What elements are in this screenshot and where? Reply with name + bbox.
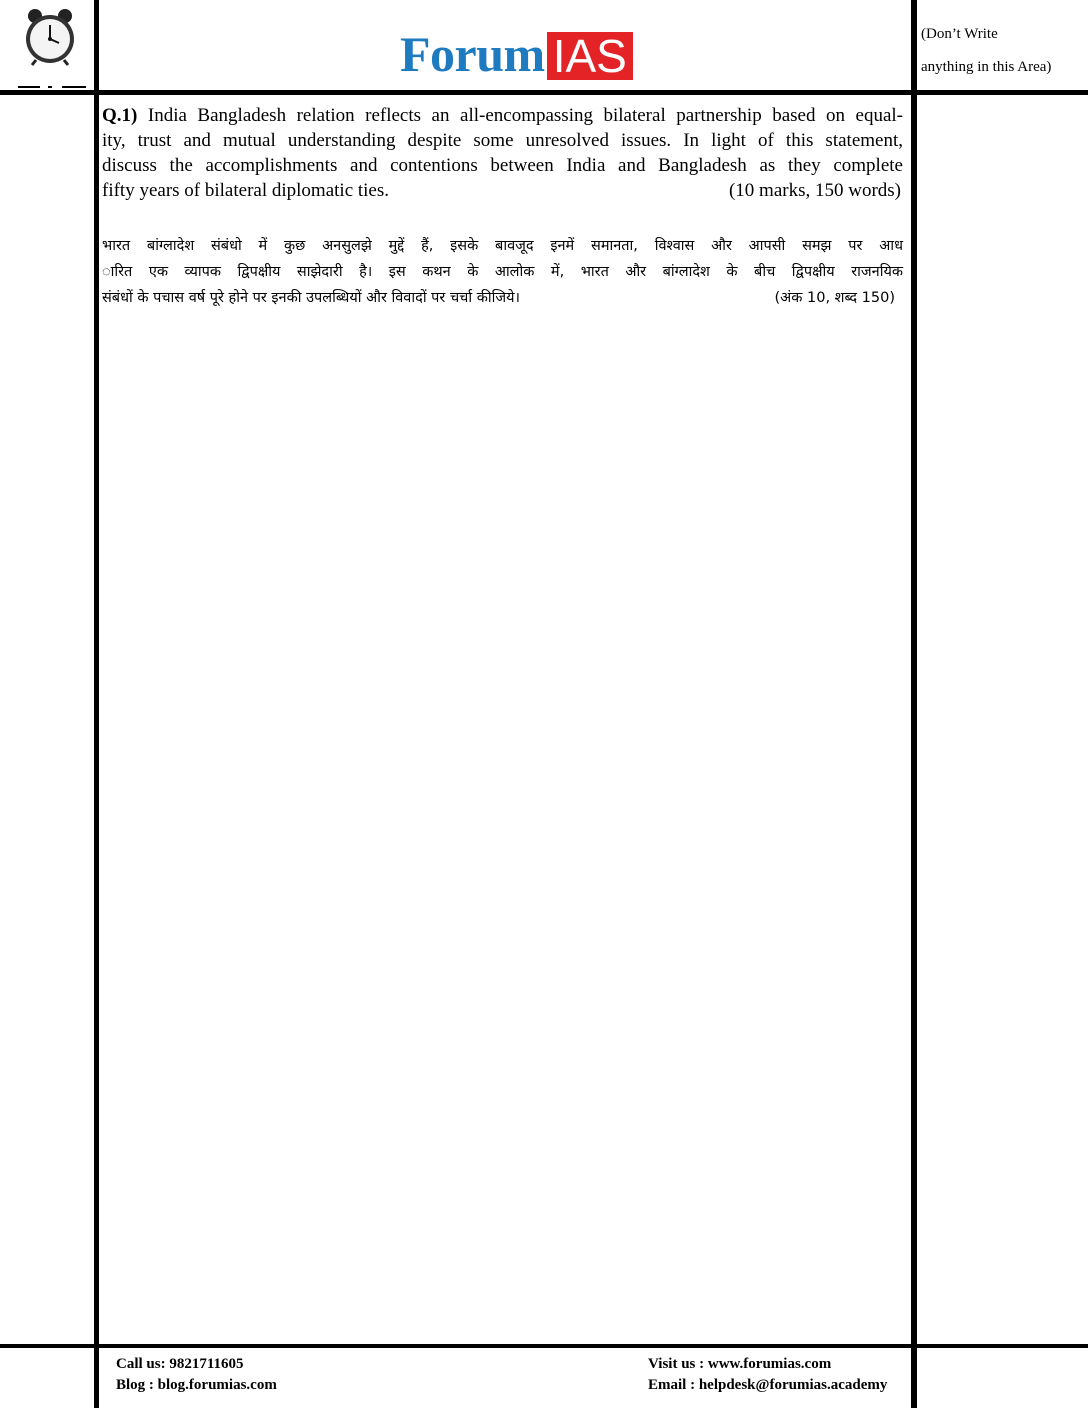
footer-blog: Blog : blog.forumias.com xyxy=(116,1377,277,1393)
footer-call: Call us: 9821711605 xyxy=(116,1356,244,1372)
question-line-1 xyxy=(102,103,903,128)
left-margin-border xyxy=(94,0,99,1408)
logo-ias-text: IAS xyxy=(547,32,633,80)
margin-note xyxy=(921,18,1086,84)
marks-hindi: (अंक 10, शब्द 150) xyxy=(774,290,895,306)
question-number: Q.1) xyxy=(102,105,138,126)
clock-underline-dot xyxy=(48,86,52,88)
alarm-clock-icon xyxy=(22,6,78,66)
clock-underline-left xyxy=(18,86,40,88)
question-text-1: India Bangladesh relation reflects an all-encompassing bilateral partnership based on equal- xyxy=(137,105,903,126)
hindi-line-3 xyxy=(102,285,903,311)
marks-english: (10 marks, 150 words) xyxy=(728,180,901,201)
logo-forum-text: Forum xyxy=(400,26,545,82)
clock-underline-right xyxy=(62,86,86,88)
hindi-line-2: ारित एक व्यापक द्विपक्षीय साझेदारी है। इस कथन के आलोक में, भारत और बांग्लादेश के बीच द्विपक्षीय राजनयिक xyxy=(102,264,903,280)
margin-note-line1: (Don’t Write xyxy=(921,26,998,42)
right-margin-border xyxy=(911,0,917,1408)
question-line-2: ity, trust and mutual understanding despite some unresolved issues. In light of this statement, xyxy=(102,130,903,151)
question-line-3: discuss the accomplishments and contentions between India and Bangladesh as they complete xyxy=(102,155,903,176)
hindi-line-1: भारत बांग्लादेश संबंधो में कुछ अनसुलझे मुद्दें हैं, इसके बावजूद इनमें समानता, विश्वास और आपसी समझ पर आध xyxy=(102,238,903,254)
question-english xyxy=(102,103,903,203)
margin-note-line2: anything in this Area) xyxy=(921,59,1052,75)
question-text-4: fifty years of bilateral diplomatic ties. xyxy=(102,180,390,201)
footer-contact-left xyxy=(116,1354,277,1396)
question-hindi xyxy=(102,233,903,311)
footer-visit: Visit us : www.forumias.com xyxy=(648,1356,832,1372)
header-divider xyxy=(0,90,1088,95)
footer-email: Email : helpdesk@forumias.academy xyxy=(648,1377,888,1393)
footer-contact-right xyxy=(648,1354,887,1396)
forumias-logo xyxy=(400,24,633,80)
footer-divider xyxy=(0,1344,1088,1348)
question-line-4 xyxy=(102,178,903,203)
hindi-text-3: संबंधों के पचास वर्ष पूरे होने पर इनकी उपलब्धियों और विवादों पर चर्चा कीजिये। xyxy=(102,290,521,306)
